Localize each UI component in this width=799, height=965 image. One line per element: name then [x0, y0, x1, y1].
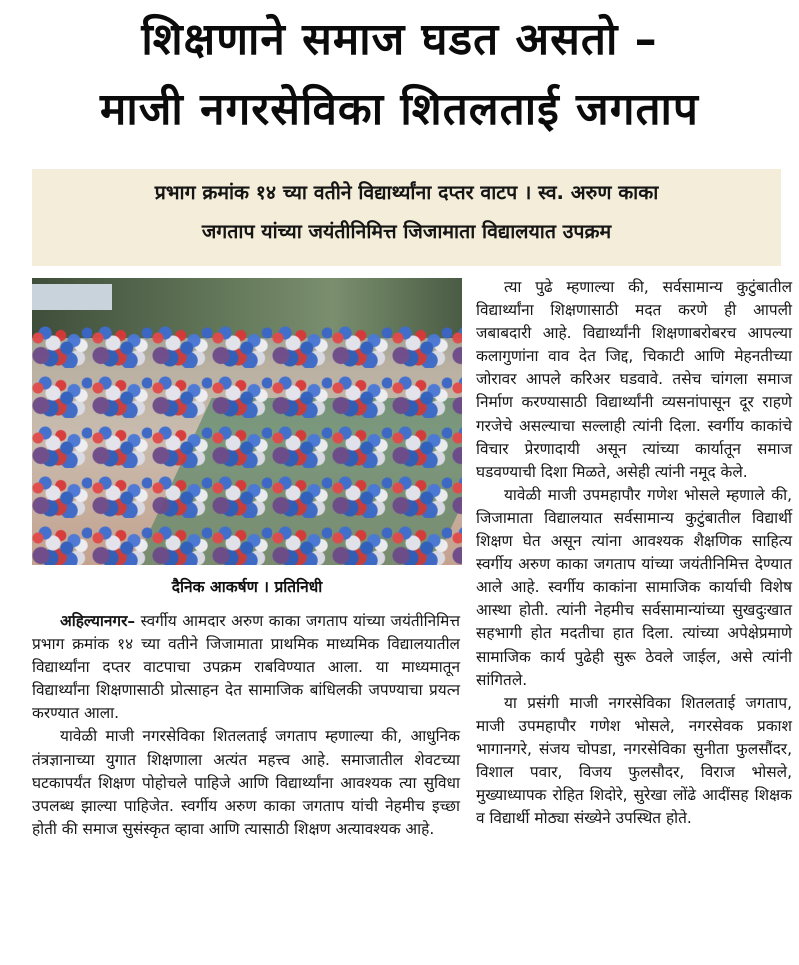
- event-photo: [32, 278, 462, 565]
- article-paragraph: त्या पुढे म्हणाल्या की, सर्वसामान्य कुटुंबातील विद्यार्थ्यांना शिक्षणासाठी मदत करणे ही आपली जबाबदारी आहे. विद्यार्थ्यांनी शिक्षणाबरोबरच आपल्या कलागुणांना वाव देत जिद्द, चिकाटी आणि मेहनतीच्या जोरावर आपले करिअर घडवावे. तसेच चांगला समाज निर्माण करण्यासाठी विद्यार्थ्यांनी व्यसनांपासून दूर राहणे गरजेचे असल्याचा सल्लाही त्यांनी दिला. स्वर्गीय काकांचे विचार प्रेरणादायी असून त्यांच्या कार्यातून समाज घडवण्याची दिशा मिळते, असेही त्यांनी नमूद केले.: [476, 278, 792, 481]
- paragraph-text: स्वर्गीय आमदार अरुण काका जगताप यांच्या जयंतीनिमित्त प्रभाग क्रमांक १४ च्या वतीने जिजामाता प्राथमिक माध्यमिक विद्यालयातील विद्यार्थ्यांना दप्तर वाटपाचा उपक्रम राबविण्यात आला. या माध्यमातून विद्यार्थ्यांना शिक्षणासाठी प्रोत्साहन देत सामाजिक बांधिलकी जपण्याचा प्रयत्न करण्यात आला.: [32, 612, 460, 723]
- headline-line-2: माजी नगरसेविका शितलताई जगताप: [100, 84, 699, 135]
- photo-shed: [32, 284, 112, 310]
- article-left-column: [32, 610, 460, 841]
- subheadline-box: [32, 169, 781, 266]
- photo-crowd: [32, 318, 462, 565]
- article-paragraph: यावेळी माजी नगरसेविका शितलताई जगताप म्हणाल्या की, आधुनिक तंत्रज्ञानाच्या युगात शिक्षणाला अत्यंत महत्त्व आहे. समाजातील शेवटच्या घटकापर्यंत शिक्षण पोहोचले पाहिजे आणि विद्यार्थ्यांना आवश्यक त्या सुविधा उपलब्ध झाल्या पाहिजेत. स्वर्गीय अरुण काका जगताप यांची नेहमीच इच्छा होती की समाज सुसंस्कृत व्हावा आणि त्यासाठी शिक्षण अत्यावश्यक आहे.: [32, 727, 460, 838]
- article-paragraph: या प्रसंगी माजी नगरसेविका शितलताई जगताप, माजी उपमहापौर गणेश भोसले, नगरसेवक प्रकाश भागानगरे, संजय चोपडा, नगरसेविका सुनीता फुलसौंदर, विशाल पवार, विजय फुलसौदर, विराज भोसले, मुख्याध्यापक रोहित शिदोरे, सुरेखा लोंढे आदींसह शिक्षक व विद्यार्थी मोठ्या संख्येने उपस्थित होते.: [476, 693, 792, 828]
- dateline: अहिल्यानगर–: [60, 612, 136, 630]
- article-right-column: [476, 276, 792, 830]
- subheadline-line-2: जगताप यांच्या जयंतीनिमित्त जिजामाता विद्यालयात उपक्रम: [201, 220, 612, 243]
- subheadline-line-1: प्रभाग क्रमांक १४ च्या वतीने विद्यार्थ्यांना दप्तर वाटप । स्व. अरुण काका: [154, 181, 659, 204]
- byline: दैनिक आकर्षण । प्रतिनिधी: [171, 578, 323, 596]
- article-paragraph: यावेळी माजी उपमहापौर गणेश भोसले म्हणाले की, जिजामाता विद्यालयात सर्वसामान्य कुटुंबातील विद्यार्थी शिक्षण घेत असून त्यांना आवश्यक शैक्षणिक साहित्य स्वर्गीय अरुण काका जगताप यांच्या जयंतीनिमित्त देण्यात आले आहे. स्वर्गीय काकांना सामाजिक कार्याची विशेष आस्था होती. त्यांनी नेहमीच सर्वसामान्यांच्या सुखदुःखात सहभागी होत मदतीचा हात दिला. त्यांच्या अपेक्षेप्रमाणे सामाजिक कार्य पुढेही सुरू ठेवले जाईल, असे त्यांनी सांगितले.: [476, 485, 792, 689]
- headline-line-1: शिक्षणाने समाज घडत असतो –: [141, 14, 658, 65]
- article-paragraph: [32, 610, 460, 725]
